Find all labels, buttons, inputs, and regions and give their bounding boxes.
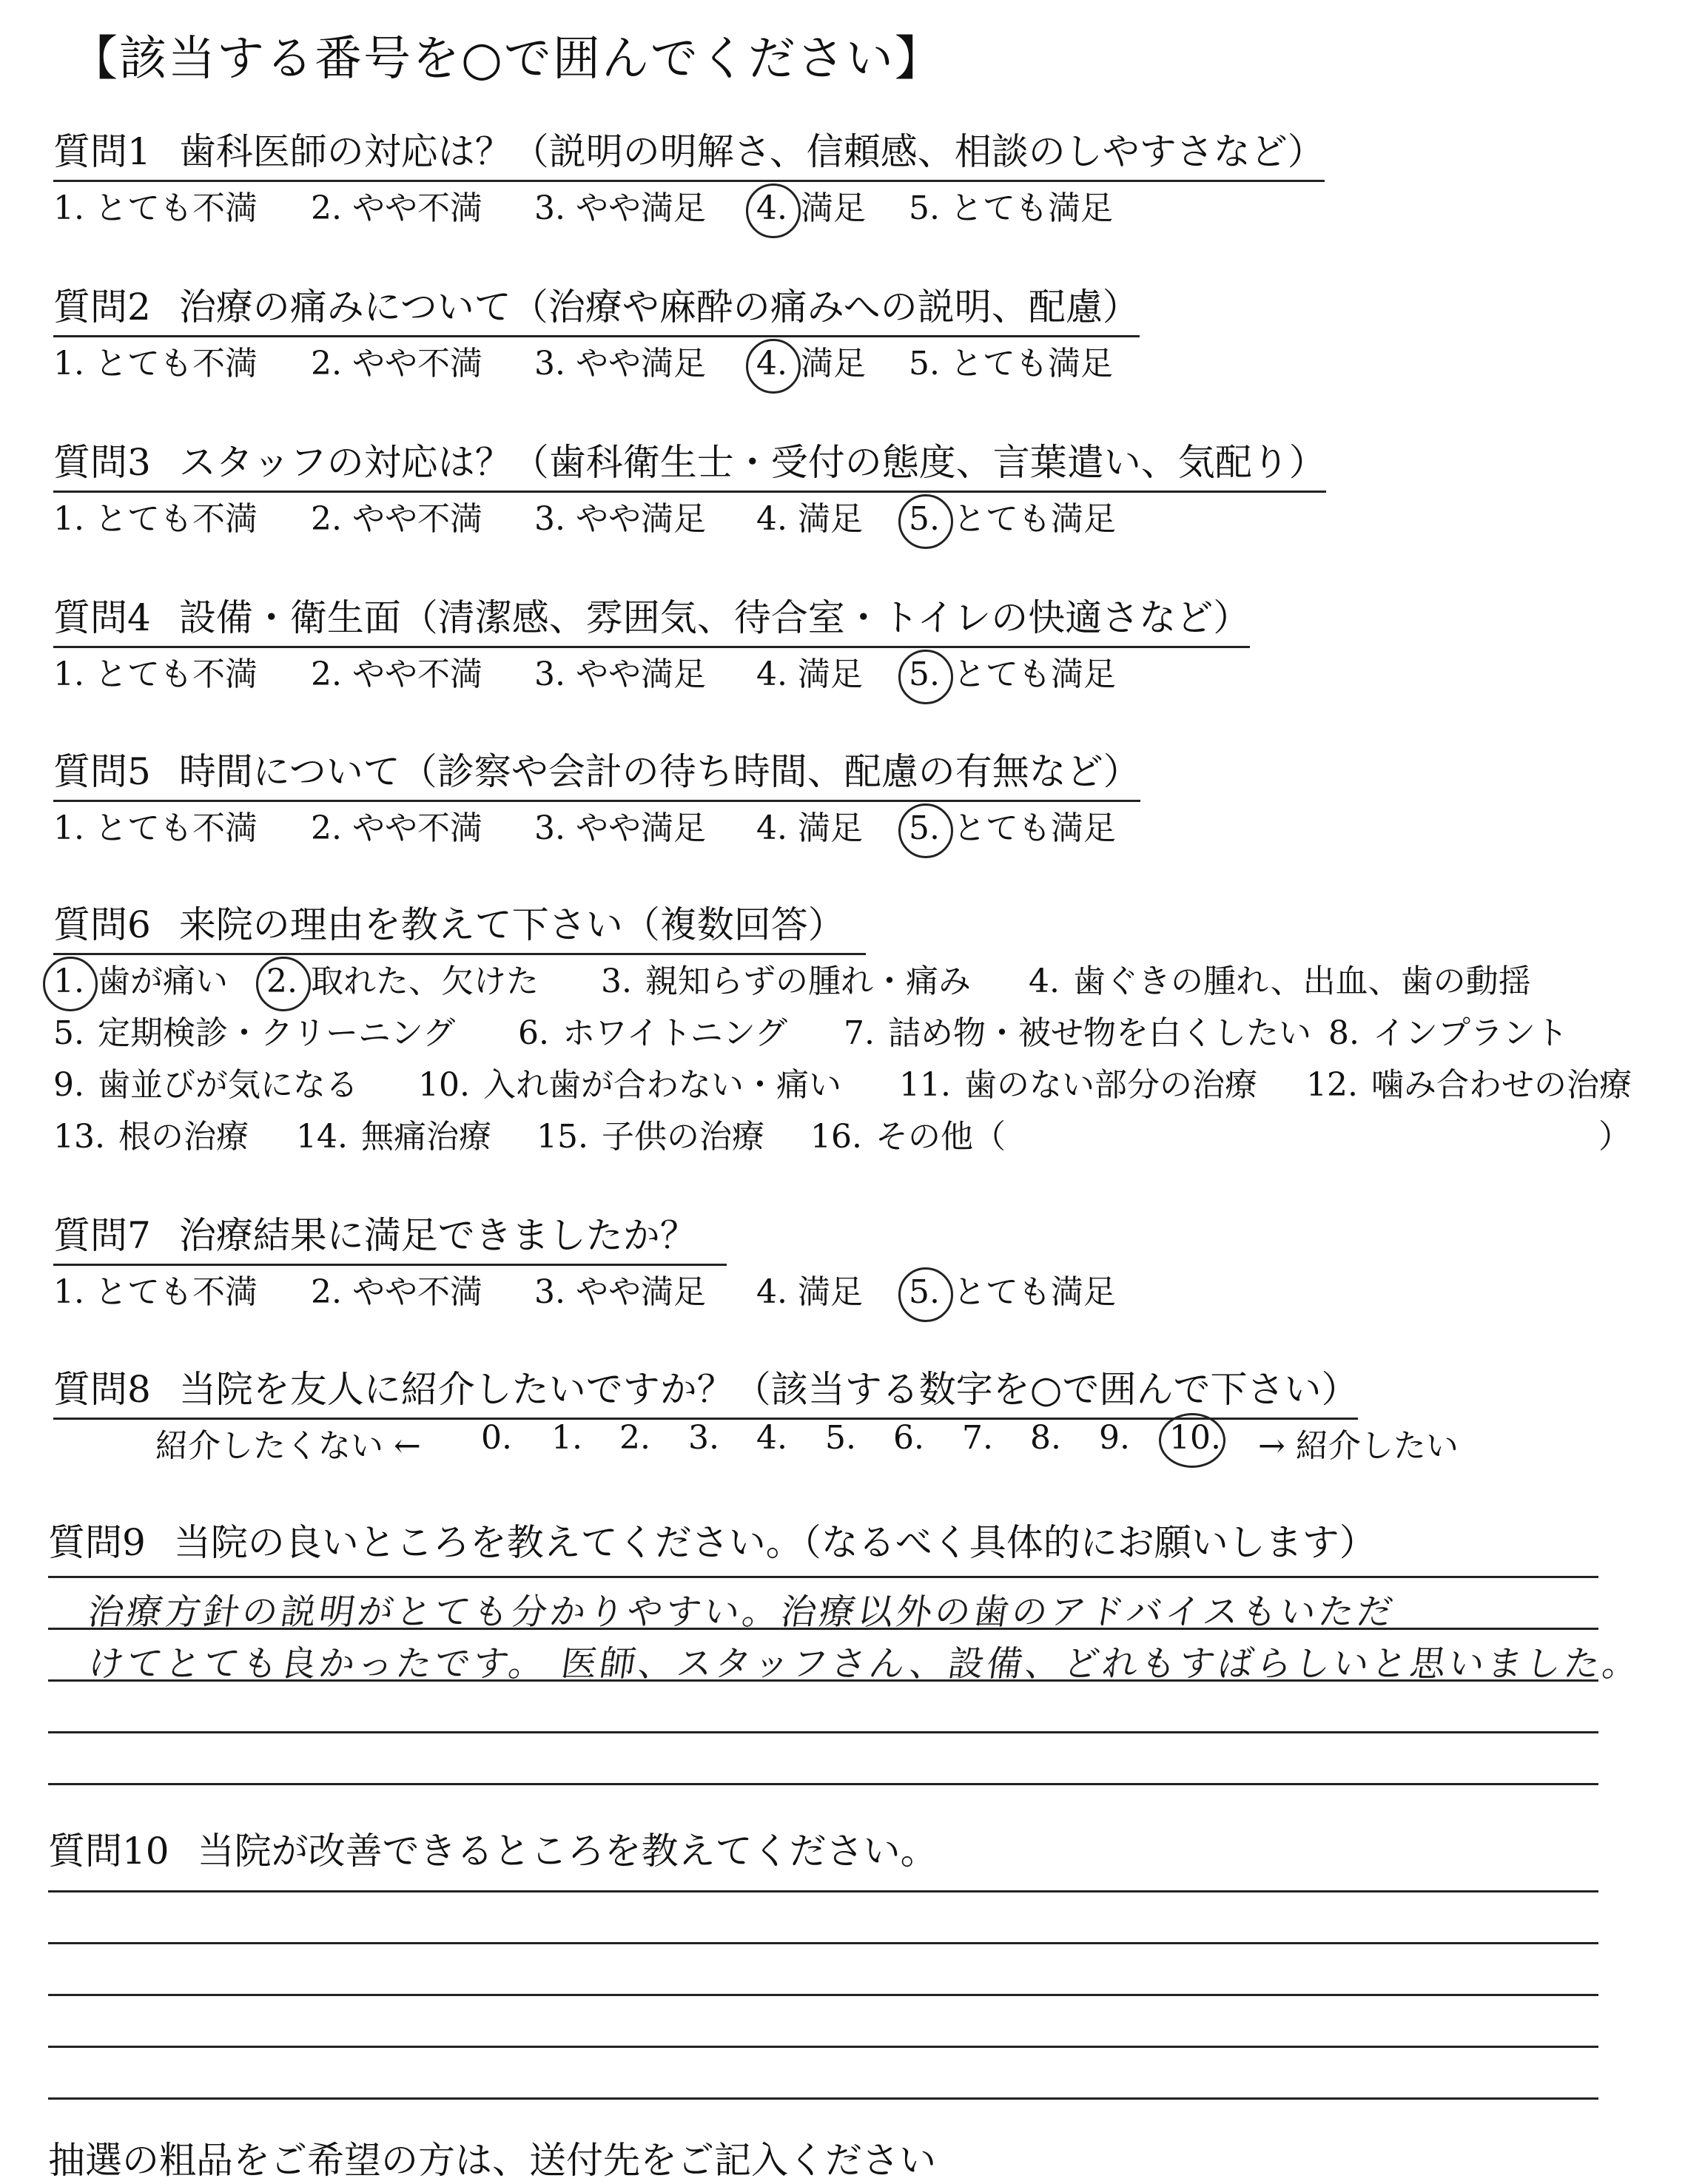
question-6-options-row-2	[0, 1006, 1705, 1051]
scale-1[interactable]: 1.	[551, 1419, 582, 1457]
reason-label: 定期検診・クリーニング	[97, 1014, 456, 1052]
reason-number: 10.	[418, 1066, 470, 1104]
circled-choice-5: 5.	[909, 500, 940, 538]
reason-label: 歯並びが気になる	[97, 1066, 358, 1104]
reason-label: インプラント	[1372, 1014, 1568, 1052]
question-7-title	[53, 1206, 727, 1266]
question-number: 質問5	[53, 750, 151, 793]
circled-choice-2: 2.	[266, 963, 297, 1000]
reason-number: 16.	[810, 1118, 862, 1156]
option[interactable]: 2. やや不満	[311, 809, 482, 847]
reason-label: その他（	[875, 1118, 1006, 1156]
circled-choice-1: 1.	[53, 963, 84, 1000]
question-text: 時間について（診察や会計の待ち時間、配慮の有無など）	[178, 750, 1140, 793]
option[interactable]: 2. やや不満	[311, 1273, 482, 1311]
option[interactable]: 2. やや不満	[311, 189, 482, 227]
scale-6[interactable]: 6.	[893, 1419, 924, 1457]
question-text: 治療結果に満足できましたか？	[178, 1214, 697, 1257]
option[interactable]: 4. 満足	[756, 1273, 863, 1311]
answer-line	[48, 1994, 1598, 1996]
option[interactable]: 2. やや不満	[311, 500, 482, 538]
question-number: 質問10	[48, 1830, 169, 1873]
question-number: 質問4	[53, 596, 151, 639]
option[interactable]: 3. やや満足	[534, 809, 706, 847]
question-text: 治療の痛みについて（治療や麻酔の痛みへの説明、配慮）	[178, 286, 1140, 328]
reason-option[interactable]	[418, 1058, 841, 1105]
reason-option[interactable]	[53, 1110, 249, 1157]
other-close-paren: ）	[1598, 1118, 1631, 1156]
option[interactable]: 1. とても不満	[53, 500, 258, 538]
option[interactable]: 1. とても不満	[53, 345, 258, 382]
option[interactable]: 4. 満足	[756, 655, 863, 693]
scale-4[interactable]: 4.	[756, 1419, 787, 1457]
reason-option[interactable]	[296, 1110, 491, 1157]
reason-number: 15.	[537, 1118, 588, 1156]
footer-note: 抽選の粗品をご希望の方は、送付先をご記入ください	[48, 2139, 936, 2182]
reason-number: 3.	[601, 963, 632, 1000]
circled-choice-5: 5.	[909, 1273, 940, 1311]
option[interactable]: 3. やや満足	[534, 189, 706, 227]
question-9-title	[48, 1513, 1376, 1571]
reason-label: 取れた、欠けた	[310, 963, 539, 1000]
option-selected[interactable]: 5. とても満足	[909, 500, 1116, 538]
option[interactable]: 3. やや満足	[534, 500, 706, 538]
question-text: 当院の良いところを教えてください。（なるべく具体的にお願いします）	[173, 1521, 1376, 1564]
question-text: スタッフの対応は？（歯科衛生士・受付の態度、言葉遣い、気配り）	[178, 441, 1326, 484]
reason-label: ホワイトニング	[562, 1014, 788, 1052]
option[interactable]: 2. やや不満	[311, 345, 482, 382]
reason-option[interactable]	[899, 1058, 1257, 1105]
answer-line	[48, 1942, 1598, 1944]
option[interactable]: 2. やや不満	[311, 655, 482, 693]
answer-line	[48, 1890, 1598, 1893]
question-6-title	[53, 895, 866, 955]
circled-choice-5: 5.	[909, 809, 940, 847]
question-number: 質問7	[53, 1214, 151, 1257]
reason-label: 歯ぐきの腫れ、出血、歯の動揺	[1072, 963, 1531, 1000]
option[interactable]: 4. 満足	[756, 500, 863, 538]
reason-option[interactable]	[53, 1058, 358, 1105]
question-6-options-row-1	[0, 954, 1705, 999]
answer-line	[48, 1783, 1598, 1785]
option-selected[interactable]: 4. 満足	[756, 345, 866, 382]
question-8-scale	[0, 1419, 1705, 1463]
scale-left-label: 紹介したくない ←	[155, 1427, 421, 1465]
reason-label: 親知らずの腫れ・痛み	[645, 963, 971, 1000]
answer-line	[48, 1576, 1598, 1578]
scale-10-circled[interactable]: 10.	[1169, 1419, 1221, 1457]
question-text: 当院が改善できるところを教えてください。	[197, 1830, 938, 1873]
scale-0[interactable]: 0.	[481, 1419, 512, 1457]
handwritten-answer-line-1: 治療方針の説明がとても分かりやすい。治療以外の歯のアドバイスもいただ	[85, 1591, 1399, 1633]
reason-option[interactable]	[53, 1006, 455, 1054]
reason-label: 根の治療	[118, 1118, 249, 1156]
scale-2[interactable]: 2.	[619, 1419, 650, 1457]
answer-line	[48, 2046, 1598, 2048]
reason-option-selected[interactable]	[266, 954, 539, 1002]
question-5-title	[53, 742, 1140, 802]
handwritten-answer-line-2: けてとても良かったです。 医師、スタッフさん、設備、どれもすばらしいと思いました。	[85, 1643, 1644, 1685]
question-number: 質問1	[53, 130, 151, 173]
reason-option[interactable]	[601, 954, 971, 1002]
reason-option[interactable]	[1306, 1058, 1632, 1105]
option[interactable]: 4. 満足	[756, 809, 863, 847]
option[interactable]: 1. とても不満	[53, 809, 258, 847]
question-4-title	[53, 588, 1250, 648]
question-8-title	[53, 1360, 1358, 1420]
reason-number: 5.	[53, 1014, 84, 1052]
option[interactable]: 5. とても満足	[909, 189, 1113, 227]
reason-option[interactable]	[537, 1110, 764, 1157]
reason-number: 4.	[1029, 963, 1060, 1000]
reason-label: 歯のない部分の治療	[964, 1066, 1257, 1104]
scale-9[interactable]: 9.	[1099, 1419, 1130, 1457]
option[interactable]: 1. とても不満	[53, 655, 258, 693]
reason-number: 11.	[899, 1066, 951, 1104]
option[interactable]: 5. とても満足	[909, 345, 1113, 382]
scale-7[interactable]: 7.	[962, 1419, 993, 1457]
question-text: 設備・衛生面（清潔感、雰囲気、待合室・トイレの快適さなど）	[178, 596, 1251, 639]
question-number: 質問2	[53, 286, 151, 328]
circled-choice-5: 5.	[909, 655, 940, 693]
option[interactable]: 3. やや満足	[534, 1273, 706, 1311]
reason-label: 入れ歯が合わない・痛い	[482, 1066, 841, 1104]
answer-line	[48, 1679, 1598, 1682]
question-2-title	[53, 277, 1140, 337]
question-number: 質問9	[48, 1521, 146, 1564]
question-3-title	[53, 433, 1326, 493]
option-selected[interactable]: 4. 満足	[756, 189, 866, 227]
question-text: 来院の理由を教えて下さい（複数回答）	[178, 903, 845, 946]
reason-number: 8.	[1328, 1014, 1359, 1052]
reason-label: 歯が痛い	[97, 963, 228, 1000]
option[interactable]: 3. やや満足	[534, 655, 706, 693]
reason-option-selected[interactable]	[53, 954, 228, 1002]
scale-5[interactable]: 5.	[825, 1419, 856, 1457]
page-header: 【該当する番号を○で囲んでください】	[70, 32, 944, 87]
option-selected[interactable]: 5. とても満足	[909, 809, 1116, 847]
question-number: 質問8	[53, 1368, 151, 1411]
option[interactable]: 1. とても不満	[53, 189, 258, 227]
question-number: 質問3	[53, 441, 151, 484]
scale-8[interactable]: 8.	[1030, 1419, 1061, 1457]
reason-option[interactable]	[518, 1006, 787, 1054]
reason-number: 9.	[53, 1066, 84, 1104]
reason-label: 無痛治療	[360, 1118, 491, 1156]
reason-label: 噛み合わせの治療	[1371, 1066, 1632, 1104]
question-text: 当院を友人に紹介したいですか？（該当する数字を○で囲んで下さい）	[178, 1368, 1359, 1411]
question-1-title	[53, 122, 1325, 182]
circled-choice-4: 4.	[756, 189, 787, 227]
option[interactable]: 1. とても不満	[53, 1273, 258, 1311]
answer-line	[48, 1731, 1598, 1733]
reason-option[interactable]	[1328, 1006, 1568, 1054]
option[interactable]: 3. やや満足	[534, 345, 706, 382]
scale-3[interactable]: 3.	[688, 1419, 719, 1457]
answer-line	[48, 2097, 1598, 2100]
scale-right-label: → 紹介したい	[1258, 1427, 1459, 1465]
question-10-title	[48, 1821, 938, 1879]
reason-label: 詰め物・被せ物を白くしたい	[887, 1014, 1311, 1052]
reason-number: 14.	[296, 1118, 348, 1156]
reason-number: 12.	[1306, 1066, 1358, 1104]
reason-number: 13.	[53, 1118, 105, 1156]
question-6-options-row-4	[0, 1110, 1705, 1154]
reason-number: 6.	[518, 1014, 549, 1052]
reason-label: 子供の治療	[601, 1118, 764, 1156]
question-number: 質問6	[53, 903, 151, 946]
reason-option-other[interactable]	[810, 1110, 1006, 1157]
reason-option[interactable]	[844, 1006, 1311, 1054]
circled-choice-4: 4.	[756, 345, 787, 382]
answer-line	[48, 1628, 1598, 1630]
question-6-options-row-3	[0, 1058, 1705, 1102]
reason-number: 7.	[844, 1014, 875, 1052]
option-selected[interactable]: 5. とても満足	[909, 1273, 1116, 1311]
option-selected[interactable]: 5. とても満足	[909, 655, 1116, 693]
reason-option[interactable]	[1029, 954, 1531, 1002]
question-text: 歯科医師の対応は？（説明の明解さ、信頼感、相談のしやすさなど）	[178, 130, 1325, 173]
